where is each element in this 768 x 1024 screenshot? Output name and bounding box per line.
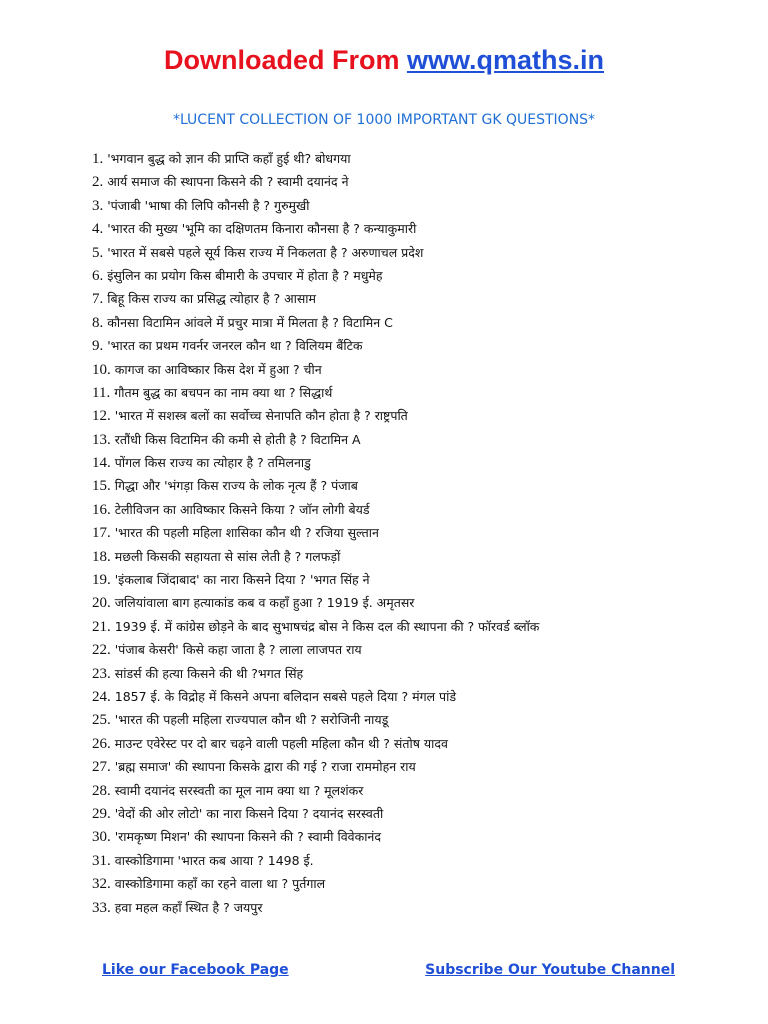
question-text: 1857 ई. के विद्रोह में किसने अपना बलिदान सबसे पहले दिया ? मंगल पांडे xyxy=(114,688,457,704)
question-text: 'भारत की मुख्य 'भूमि का दक्षिणतम किनारा कौनसा है ? कन्याकुमारी xyxy=(107,221,417,237)
question-text: 'भगवान बुद्ध को ज्ञान की प्राप्ति कहाँ हुई थी? बोधगया xyxy=(107,151,351,166)
question-text: गौतम बुद्ध का बचपन का नाम क्या था ? सिद्धार्थ xyxy=(114,384,333,400)
list-item xyxy=(92,311,732,334)
question-number: 24. xyxy=(92,688,111,705)
list-item xyxy=(92,615,732,638)
question-number: 3. xyxy=(92,197,104,214)
question-text: जलियांवाला बाग हत्याकांड कब व कहाँ हुआ ? 1919 ई. अमृतसर xyxy=(114,595,415,611)
list-item xyxy=(92,147,732,170)
list-item xyxy=(92,358,732,381)
question-number: 10. xyxy=(92,361,111,378)
site-link[interactable]: www.qmaths.in xyxy=(406,45,604,75)
question-number: 30. xyxy=(92,829,111,846)
list-item xyxy=(92,404,732,427)
question-number: 31. xyxy=(92,852,111,869)
list-item xyxy=(92,194,732,217)
list-item xyxy=(92,264,732,287)
list-item xyxy=(92,568,732,591)
list-item xyxy=(92,545,732,568)
question-text: स्वामी दयानंद सरस्वती का मूल नाम क्या था ? मूलशंकर xyxy=(114,782,364,798)
question-number: 19. xyxy=(92,572,111,589)
list-item xyxy=(92,591,732,614)
list-item xyxy=(92,217,732,240)
list-item xyxy=(92,287,732,310)
question-text: कौनसा विटामिन आंवले में प्रचुर मात्रा में मिलता है ? विटामिन C xyxy=(107,314,393,330)
list-item xyxy=(92,241,732,264)
question-text: गिद्धा और 'भंगड़ा किस राज्य के लोक नृत्य हैं ? पंजाब xyxy=(114,478,358,494)
question-text: कागज का आविष्कार किस देश में हुआ ? चीन xyxy=(114,361,322,377)
question-number: 20. xyxy=(92,595,111,612)
list-item xyxy=(92,802,732,825)
list-item xyxy=(92,708,732,731)
list-item xyxy=(92,779,732,802)
question-number: 29. xyxy=(92,805,111,822)
list-item xyxy=(92,685,732,708)
question-text: 'पंजाब केसरी' किसे कहा जाता है ? लाला लाजपत राय xyxy=(114,642,362,658)
question-text: 'रामकृष्ण मिशन' की स्थापना किसने की ? स्वामी विवेकानंद xyxy=(114,829,382,845)
list-item xyxy=(92,334,732,357)
question-text: 'भारत में सबसे पहले सूर्य किस राज्य में निकलता है ? अरुणाचल प्रदेश xyxy=(107,244,424,260)
question-text: टेलीविजन का आविष्कार किसने किया ? जॉन लोगी बेयर्ड xyxy=(114,501,370,517)
question-number: 8. xyxy=(92,314,104,331)
question-text: इंसुलिन का प्रयोग किस बीमारी के उपचार में होता है ? मधुमेह xyxy=(107,267,383,283)
question-number: 18. xyxy=(92,548,111,565)
question-number: 23. xyxy=(92,665,111,682)
facebook-link[interactable]: Like our Facebook Page xyxy=(102,962,289,978)
list-item xyxy=(92,662,732,685)
question-text: पोंगल किस राज्य का त्योहार है ? तमिलनाडु xyxy=(114,455,311,471)
question-number: 12. xyxy=(92,408,111,425)
question-number: 11. xyxy=(92,384,111,401)
question-number: 17. xyxy=(92,525,111,542)
question-number: 32. xyxy=(92,876,111,893)
question-text: 'ब्रह्म समाज' की स्थापना किसके द्वारा की गई ? राजा राममोहन राय xyxy=(114,759,416,775)
question-text: वास्कोडिगामा 'भारत कब आया ? 1498 ई. xyxy=(114,852,314,868)
list-item xyxy=(92,498,732,521)
header-prefix: Downloaded From xyxy=(163,45,407,75)
list-item xyxy=(92,521,732,544)
list-item xyxy=(92,474,732,497)
youtube-link[interactable]: Subscribe Our Youtube Channel xyxy=(425,962,675,978)
question-text: 'भारत की पहली महिला राज्यपाल कौन थी ? सरोजिनी नायडू xyxy=(114,712,389,728)
list-item xyxy=(92,381,732,404)
list-item xyxy=(92,428,732,451)
question-text: बिहू किस राज्य का प्रसिद्ध त्योहार है ? आसाम xyxy=(107,291,317,307)
question-number: 16. xyxy=(92,501,111,518)
page-header xyxy=(0,40,768,80)
question-number: 1. xyxy=(92,151,104,167)
question-text: हवा महल कहाँ स्थित है ? जयपुर xyxy=(114,899,263,915)
question-number: 7. xyxy=(92,291,104,308)
question-text: रतौंधी किस विटामिन की कमी से होती है ? विटामिन A xyxy=(114,431,361,447)
question-number: 2. xyxy=(92,174,104,191)
list-item xyxy=(92,849,732,872)
question-number: 28. xyxy=(92,782,111,799)
question-text: सांडर्स की हत्या किसने की थी ?भगत सिंह xyxy=(114,665,304,681)
list-item xyxy=(92,896,732,919)
list-item xyxy=(92,170,732,193)
question-number: 4. xyxy=(92,221,104,238)
question-number: 15. xyxy=(92,478,111,495)
question-text: माउन्ट एवेरेस्ट पर दो बार चढ़ने वाली पहली महिला कौन थी ? संतोष यादव xyxy=(114,735,448,751)
question-text: 'भारत में सशस्त्र बलों का सर्वोच्च सेनापति कौन होता है ? राष्ट्रपति xyxy=(114,408,408,424)
list-item xyxy=(92,451,732,474)
list-item xyxy=(92,755,732,778)
question-number: 27. xyxy=(92,759,111,776)
document-subtitle: *LUCENT COLLECTION OF 1000 IMPORTANT GK QUESTIONS* xyxy=(172,112,596,128)
question-number: 5. xyxy=(92,244,104,261)
list-item xyxy=(92,825,732,848)
question-number: 25. xyxy=(92,712,111,729)
list-item xyxy=(92,638,732,661)
question-text: 1939 ई. में कांग्रेस छोड़ने के बाद सुभाषचंद्र बोस ने किस दल की स्थापना की ? फॉरवर्ड ब्लॉक xyxy=(114,618,540,634)
question-text: मछली किसकी सहायता से सांस लेती है ? गलफड़ों xyxy=(114,548,341,564)
question-list xyxy=(92,147,732,919)
question-number: 22. xyxy=(92,642,111,659)
question-number: 33. xyxy=(92,899,111,916)
list-item xyxy=(92,872,732,895)
question-text: 'भारत का प्रथम गवर्नर जनरल कौन था ? विलियम बैंटिक xyxy=(107,338,363,354)
question-number: 14. xyxy=(92,455,111,472)
question-number: 6. xyxy=(92,267,104,284)
question-number: 21. xyxy=(92,618,111,635)
question-text: 'भारत की पहली महिला शासिका कौन थी ? रजिया सुल्तान xyxy=(114,525,379,541)
question-number: 9. xyxy=(92,338,104,355)
list-item xyxy=(92,732,732,755)
question-text: 'वेदों की ओर लोटो' का नारा किसने दिया ? दयानंद सरस्वती xyxy=(114,805,384,821)
question-text: 'पंजाबी 'भाषा की लिपि कौनसी है ? गुरुमुखी xyxy=(107,197,310,213)
question-text: वास्कोडिगामा कहाँ का रहने वाला था ? पुर्तगाल xyxy=(114,876,326,892)
question-number: 13. xyxy=(92,431,111,448)
question-text: आर्य समाज की स्थापना किसने की ? स्वामी दयानंद ने xyxy=(107,174,349,190)
question-number: 26. xyxy=(92,735,111,752)
question-text: 'इंकलाब जिंदाबाद' का नारा किसने दिया ? 'भगत सिंह ने xyxy=(114,572,370,588)
